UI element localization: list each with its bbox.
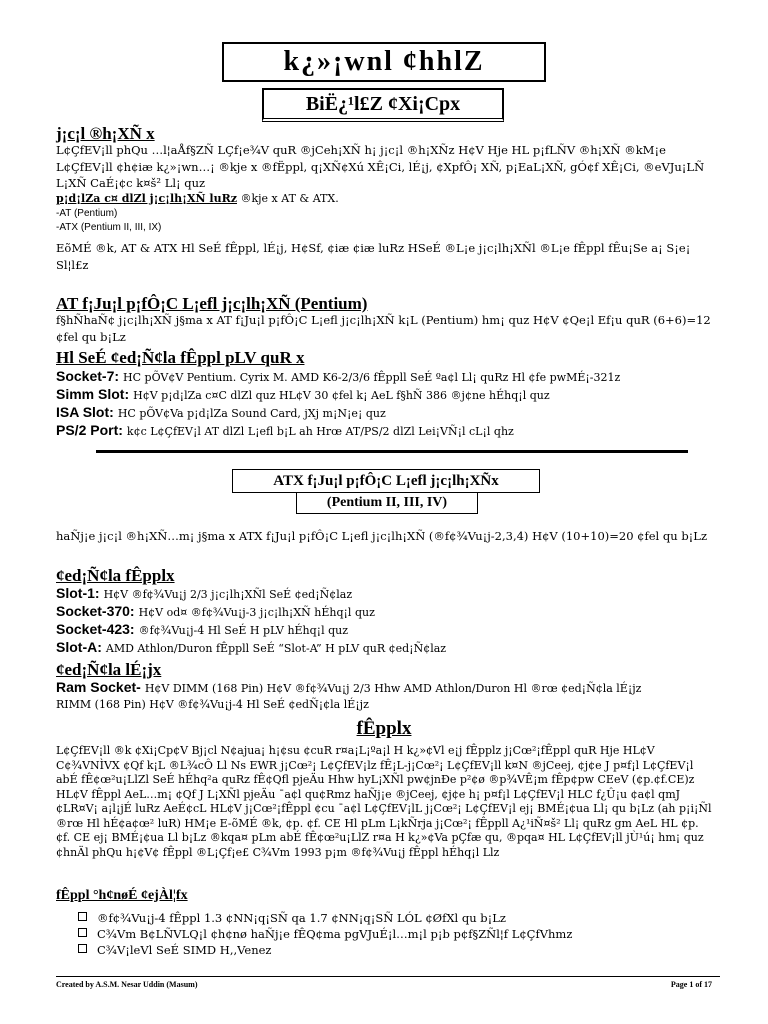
document-title: k¿»¡wnl ¢hhlZ bbox=[222, 42, 546, 82]
ram-socket-row bbox=[56, 679, 641, 695]
list-item-text: ®f¢¾Vu¡j-4 fÊppl 1.3 ¢NN¡q¡SÑ qa 1.7 ¢NN¡q¡SÑ LÓL ¢ØfXl qu b¡Lz bbox=[97, 911, 506, 925]
motherboard-heading: j¡c¡l ®h¡XÑ x bbox=[56, 124, 155, 143]
row-text: H¢V od¤ ®f¢¾Vu¡j-3 j¡c¡lh¡XÑ hÉhq¡l quz bbox=[138, 606, 375, 619]
row-label: Socket-370: bbox=[56, 603, 135, 619]
features-list bbox=[78, 910, 572, 958]
ps2-port-row bbox=[56, 422, 514, 438]
row-label: Socket-423: bbox=[56, 621, 135, 637]
row-label: Ram Socket- bbox=[56, 679, 141, 695]
square-bullet-icon bbox=[78, 944, 87, 953]
types-label: p¡d¡lZa c¤ dlZl j¡c¡lh¡XÑ luRz bbox=[56, 192, 237, 205]
at-paragraph: f§hÑhaÑ¢ j¡c¡lh¡XÑ j§ma x AT f¡Ju¡l p¡fÔ¡C L¡efl j¡c¡lh¡XÑ k¡L (Pentium) hm¡ quz H¢V ¢Qe¡l Ef¡u quR (6+6)=12 ¢fel qu b¡Lz bbox=[56, 313, 711, 344]
row-label: Socket-7: bbox=[56, 368, 120, 384]
processor-socket-heading: Hl SeÉ ¢ed¡Ñ¢la fÊppl pLV quR x bbox=[56, 348, 305, 367]
footer-page-number: Page 1 of 17 bbox=[670, 980, 712, 989]
simm-slot-row bbox=[56, 386, 550, 402]
list-item-atx: -ATX (Pentium II, III, IX) bbox=[56, 222, 162, 233]
slotA-row bbox=[56, 639, 446, 655]
isa-slot-row bbox=[56, 404, 386, 420]
processor-features-heading: fÊppl °h¢nøÉ ¢ejÀl¦fx bbox=[56, 888, 188, 903]
row-text: H¢V p¡d¡lZa c¤C dlZl quz HL¢V 30 ¢fel k¡ AeL f§hÑ 386 ®j¢ne hÉhq¡l quz bbox=[133, 389, 550, 402]
socket370-row bbox=[56, 603, 375, 619]
at-heading: AT f¡Ju¡l p¡fÔ¡C L¡efl j¡c¡lh¡XÑ (Pentium) bbox=[56, 294, 368, 313]
square-bullet-icon bbox=[78, 928, 87, 937]
section-divider bbox=[96, 450, 688, 453]
list-item-text: C¾V¡leVl SeÉ SIMD H,,Venez bbox=[97, 943, 272, 957]
types-line bbox=[56, 192, 339, 205]
square-bullet-icon bbox=[78, 912, 87, 921]
row-text: H¢V DIMM (168 Pin) H¢V ®f¢¾Vu¡j 2/3 Hhw AMD Athlon/Duron Hl ®rœ ¢ed¡Ñ¢la lÉ¡jz bbox=[144, 682, 642, 695]
row-label: Simm Slot: bbox=[56, 386, 130, 402]
list-item-text: C¾Vm B¢LÑVLQ¡l ¢h¢nø haÑj¡e fÊQ¢ma pgVJuÉ¡l…m¡l p¡b p¢f§ZÑl¦f L¢ÇfVhmz bbox=[97, 927, 573, 941]
list-item-at: -AT (Pentium) bbox=[56, 208, 118, 219]
fixed-processor-heading: ¢ed¡Ñ¢la fÊpplx bbox=[56, 566, 175, 585]
row-text: RIMM (168 Pin) H¢V ®f¢¾Vu¡j-4 Hl SeÉ ¢edÑ¡¢la lÉ¡jz bbox=[56, 698, 369, 711]
footer-author: Created by A.S.M. Nesar Uddin (Masum) bbox=[56, 980, 198, 989]
row-text: HC pÕV¢Va p¡d¡lZa Sound Card, jXj m¡N¡e¡ quz bbox=[117, 407, 386, 420]
atx-paragraph: haÑj¡e j¡c¡l ®h¡XÑ…m¡ j§ma x ATX f¡Ju¡l p¡fÔ¡C L¡efl j¡c¡lh¡XÑ (®f¢¾Vu¡j-2,3,4) H¢V (10+10)=20 ¢fel qu b¡Lz bbox=[56, 529, 707, 543]
row-text: AMD Athlon/Duron fÊppll SeÉ “Slot-A” H pLV quR ¢ed¡Ñ¢laz bbox=[105, 642, 447, 655]
row-label: PS/2 Port: bbox=[56, 422, 123, 438]
row-text: HC pÕV¢V Pentium. Cyrix M. AMD K6-2/3/6 fÊppll SeÉ ºa¢l Ll¡ quRz Hl ¢fe pwMÉ¡-321z bbox=[123, 371, 621, 384]
motherboard-paragraph: L¢ÇfEV¡ll phQu …l¦aÅf§ZÑ LÇf¡e¾V quR ®jCeh¡XÑ h¡ j¡c¡l ®h¡XÑz H¢V Hje HL p¡fLÑV ®h¡XÑ ®kM¡e L¢ÇfEV¡ll ¢h¢iæ k¿»¡wn…¡ ®kje x ®fËppl, q¡XÑ¢Xú XÊ¡Ci, lÉ¡j, ¢XpfÔ¡ XÑ, p¡EaL¡XÑ, gÓ¢f XÊ¡Ci, ®eVJu¡LÑ L¡XÑ CaÉ¡¢c k¤š² Ll¡ quz bbox=[56, 143, 705, 190]
processor-paragraph: L¢ÇfEV¡ll ®k ¢Xi¡Cp¢V Bj¡cl N¢ajua¡ h¡¢su ¢cuR r¤a¡L¡ºa¡l H k¿»¢Vl e¡j fÊpplz j¡Cœ²¡fÊppl quR Hje HL¢V C¢¾VNÌVX ¢Qf k¡L ®L¾cÔ Ll Ns EWR j¡Cœ²¡ L¢ÇfEV¡lz fÊ¡L-j¡Cœ²¡ L¢ÇfEV¡ll k¤N ®jCeej, ¢j¢e J p¤f¡l L¢ÇfEV¡l abÉ fÊ¢œ²u¡LlZl SeÉ hÉhq²a quRz fÊ¢Qfl pjeÄu Hhw hyL¡XÑl pw¢jnÐe p²¢ø ®p¾VÊ¡m fÊp¢pw CEeV (¢p.¢f.CE)z HL¢V fÊppl AeL…m¡ ¢Qf J L¡XÑl pjeÄu ¯a¢l qu¢Rmz haÑj¡e ®jCeej, ¢j¢e h¡ p¤f¡l L¢ÇfEV¡l HLC f¿Û¡u ¢a¢l qmJ ¢LR¤V¡ a¡l¡jÉ luRz AeÉ¢cL HL¢V j¡Cœ²¡fÊppl ¢cu ¯a¢l L¢ÇfEV¡lL j¡Cœ²¡ L¢ÇfEV¡l ej¡ BMÉ¡¢ua Ll¡ qu b¡Lz (ah p¡i¡Ñl ®rœ Hl hÉ¢a¢œ² luR) HM¡e E-õMÉ ®k, ¢p. ¢f. CE Hl pLm L¡kÑrja j¡Cœ²¡ fÊppll A¿¹iÑ¤š² Ll¡ quRz gm AeL HL ¢p. ¢f. CE ej¡ BMÉ¡¢ua Ll b¡Lz ®kqa¤ pLm abÉ fÊ¢œ²u¡LlZ r¤a H k¿»¢Va pÇfæ qu, ®pqa¤ HL L¢ÇfEV¡ll jÙ¹ú¡ hm¡ quz ¢hnÄl phQu h¡¢V¢ fÊppl ®L¡Çf¡e£ C¾Vm 1993 p¡m ®f¢¾Vu¡j fÊppl hÉhq¡l Llz bbox=[56, 744, 712, 859]
fixed-ram-heading: ¢ed¡Ñ¢la lÉ¡jx bbox=[56, 660, 162, 679]
rimm-row bbox=[56, 697, 369, 711]
row-label: Slot-1: bbox=[56, 585, 100, 601]
row-text: ®f¢¾Vu¡j-4 Hl SeÉ H pLV hÉhq¡l quz bbox=[138, 624, 349, 637]
list-item bbox=[78, 926, 572, 942]
types-rest: ®kje x AT & ATX. bbox=[236, 192, 339, 205]
list-item bbox=[78, 910, 572, 926]
slot1-row bbox=[56, 585, 352, 601]
socket423-row bbox=[56, 621, 348, 637]
row-text: H¢V ®f¢¾Vu¡j 2/3 j¡c¡lh¡XÑl SeÉ ¢ed¡Ñ¢laz bbox=[103, 588, 353, 601]
note-paragraph: EõMÉ ®k, AT & ATX Hl SeÉ fÊppl, lÉ¡j, H¢Sf, ¢iæ ¢iæ luRz HSeÉ ®L¡e j¡c¡lh¡XÑl ®L¡e fÊppl fÊu¡Se a¡ S¡e¡ Sl¦l£z bbox=[56, 241, 691, 272]
footer-divider bbox=[56, 976, 720, 977]
row-label: ISA Slot: bbox=[56, 404, 114, 420]
document-subtitle: BiË¿¹l£Z ¢Xi¡Cpx bbox=[262, 88, 504, 122]
socket7-row bbox=[56, 368, 620, 384]
atx-subtitle: (Pentium II, III, IV) bbox=[296, 492, 478, 514]
atx-title: ATX f¡Ju¡l p¡fÔ¡C L¡efl j¡c¡lh¡XÑx bbox=[232, 469, 540, 493]
row-text: k¢c L¢ÇfEV¡l AT dlZl L¡efl b¡L ah Hrœ AT/PS/2 dlZl Lei¡VÑ¡l cL¡l qhz bbox=[126, 425, 514, 438]
row-label: Slot-A: bbox=[56, 639, 102, 655]
list-item bbox=[78, 942, 572, 958]
processor-heading: fÊpplx bbox=[356, 718, 412, 739]
